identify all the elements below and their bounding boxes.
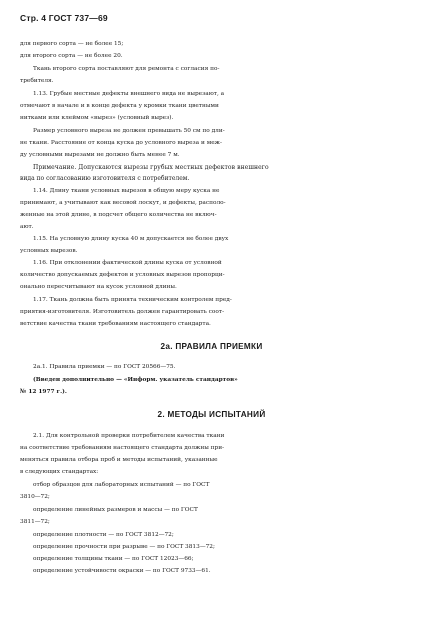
text-line: определение толщины ткани — по ГОСТ 12023—66; — [33, 556, 194, 562]
text-line: ают. — [20, 224, 34, 230]
text-line: определение линейных размеров и массы — по ГОСТ — [33, 507, 198, 513]
text-line: требителя. — [20, 78, 54, 84]
text-line: 1.17. Ткань должна быть принята техническим контролем пред- — [33, 297, 232, 303]
text-line: в следующих стандартах: — [20, 469, 99, 475]
text-line: Размер условного выреза не должен превышать 50 см по дли- — [33, 128, 225, 134]
text-line: Ткань второго сорта поставляют для ремонта с согласия по- — [33, 66, 220, 72]
text-line: не ткани. Расстояние от конца куска до условного выреза и меж- — [20, 140, 222, 146]
section-heading: 2а. ПРАВИЛА ПРИЕМКИ — [160, 342, 263, 351]
text-line: (Введен дополнительно — «Информ. указатель стандартов» — [33, 377, 238, 383]
text-line: женные на этой длине, в подсчет общего количества не включ- — [20, 212, 217, 218]
text-line: определение плотности — по ГОСТ 3812—72; — [33, 532, 174, 538]
text-line: онально пересчитывают на кусок условной длины. — [20, 284, 177, 290]
text-line: приятия-изготовителя. Изготовитель должен гарантировать соот- — [20, 309, 225, 315]
note-line: Примечание. Допускаются вырезы грубых местных дефектов внешнего — [33, 164, 269, 171]
text-line: для первого сорта — не более 15; — [20, 41, 124, 47]
text-line: нитками или клеймом «вырез» (условный вырез). — [20, 115, 174, 121]
text-line: 1.16. При отклонении фактической длины куска от условной — [33, 260, 222, 266]
text-line: отбор образцов для лабораторных испытаний — по ГОСТ — [33, 482, 210, 488]
section-heading: 2. МЕТОДЫ ИСПЫТАНИЙ — [157, 410, 266, 419]
text-line: 1.14. Длину ткани условных вырезов в общую меру куска не — [33, 188, 220, 194]
text-line: 3810—72; — [20, 494, 50, 500]
text-line: 3811—72; — [20, 519, 50, 525]
text-line: условных вырезов. — [20, 248, 78, 254]
note-line: вида по согласованию изготовителя с потребителем. — [20, 175, 190, 182]
text-line: 1.15. На условную длину куска 40 м допускается не более двух — [33, 236, 229, 242]
text-line: количество допускаемых дефектов и условных вырезов пропорци- — [20, 272, 225, 278]
text-line: 2.1. Для контрольной проверки потребителем качества ткани — [33, 433, 225, 439]
text-line: отмечают в начале и в конце дефекта у кромки ткани цветными — [20, 103, 219, 109]
text-line: 1.13. Грубые местные дефекты внешнего вида не вырезают, а — [33, 91, 225, 97]
text-line: определение устойчивости окраски — по ГОСТ 9733—61. — [33, 568, 211, 574]
text-line: меняться правила отбора проб и методы испытаний, указанные — [20, 457, 218, 463]
text-line: 2а.1. Правила приемки — по ГОСТ 20566—75. — [33, 364, 176, 370]
text-line: принимают, а учитывают как весовой лоскут, и дефекты, располо- — [20, 200, 226, 206]
text-line: определение прочности при разрыве — по ГОСТ 3813—72; — [33, 544, 215, 550]
text-line: ветствие качества ткани требованиям настоящего стандарта. — [20, 321, 211, 327]
text-line: на соответствие требованиям настоящего стандарта должны при- — [20, 445, 225, 451]
text-line: № 12 1977 г.). — [20, 389, 67, 395]
page-header: Стр. 4 ГОСТ 737—69 — [20, 13, 108, 23]
text-line: для второго сорта — не более 20. — [20, 53, 123, 59]
text-line: ду условными вырезами не должно быть менее 7 м. — [20, 152, 180, 158]
